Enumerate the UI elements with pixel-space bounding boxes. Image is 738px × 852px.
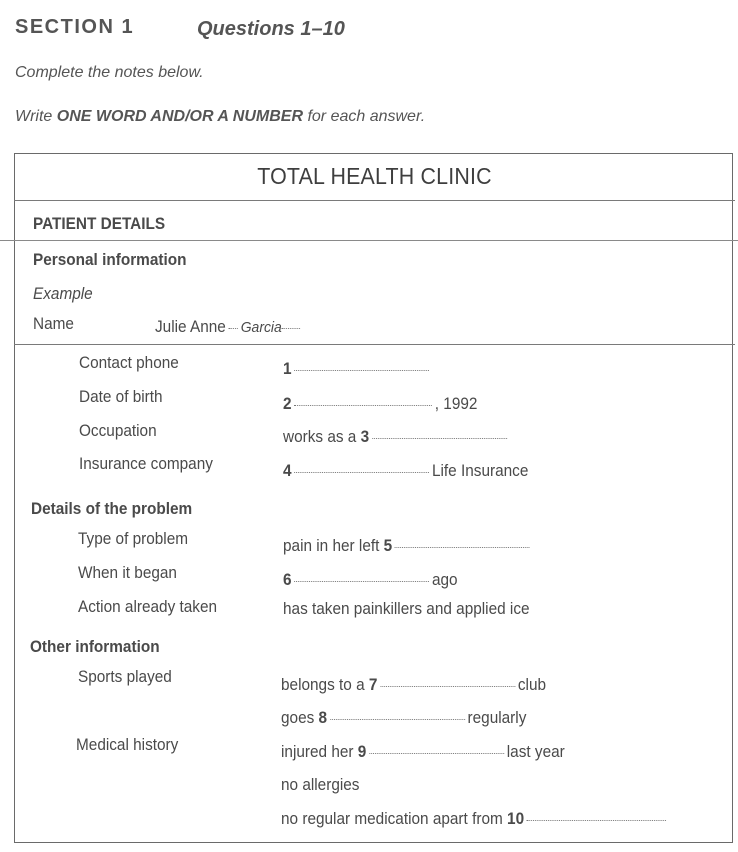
- when-began-label: When it began: [78, 564, 177, 582]
- question-number: 2: [283, 395, 292, 413]
- prefix-text: belongs to a: [281, 676, 365, 694]
- question-number: 4: [283, 462, 292, 480]
- instruction-complete: Complete the notes below.: [15, 64, 204, 81]
- patient-details-header: PATIENT DETAILS: [33, 215, 166, 233]
- dotted-line: [527, 820, 667, 821]
- suffix-text: ago: [431, 571, 458, 589]
- question-number: 5: [383, 537, 393, 555]
- insurance-label: Insurance company: [79, 455, 213, 473]
- question-number: 7: [368, 676, 378, 694]
- question-number: 10: [507, 810, 525, 828]
- suffix-text: last year: [506, 743, 565, 761]
- prefix-text: goes: [281, 709, 315, 727]
- dotted-line: [294, 405, 432, 406]
- prefix-text: pain in her left: [283, 537, 380, 555]
- example-answer: Garcia: [240, 319, 282, 336]
- dotted-line: [282, 328, 301, 329]
- dotted-line: [380, 686, 515, 687]
- form-title: TOTAL HEALTH CLINIC: [257, 163, 492, 189]
- section-label: SECTION 1: [15, 16, 135, 38]
- suffix-text: regularly: [467, 709, 527, 727]
- dotted-line: [372, 438, 507, 439]
- header-divider: [0, 240, 738, 241]
- sports-played-label: Sports played: [78, 668, 172, 686]
- dotted-line: [330, 719, 465, 720]
- dotted-line: [294, 581, 429, 582]
- answer-field-4[interactable]: [283, 462, 528, 481]
- instruction-bold: ONE WORD AND/OR A NUMBER: [56, 108, 303, 125]
- answer-field-5[interactable]: [283, 537, 533, 556]
- dotted-line: [229, 328, 238, 329]
- instruction-word-limit: [15, 108, 425, 126]
- instruction-suffix: for each answer.: [303, 108, 426, 125]
- dotted-line: [369, 753, 504, 754]
- answer-field-6[interactable]: [283, 571, 458, 590]
- suffix-text: , 1992: [434, 395, 478, 413]
- example-label: Example: [33, 285, 93, 303]
- name-label: Name: [33, 315, 74, 333]
- occupation-label: Occupation: [79, 422, 157, 440]
- question-number: 1: [283, 360, 292, 378]
- name-value: [155, 318, 303, 337]
- example-divider: [14, 344, 735, 345]
- questions-range: Questions 1–10: [197, 18, 345, 40]
- personal-info-heading: Personal information: [33, 251, 187, 269]
- dotted-line: [294, 370, 429, 371]
- question-number: 6: [283, 571, 292, 589]
- answer-field-9[interactable]: [281, 743, 565, 762]
- no-allergies-text: no allergies: [281, 776, 360, 794]
- question-number: 9: [357, 743, 367, 761]
- suffix-text: Life Insurance: [431, 462, 529, 480]
- prefix-text: works as a: [283, 428, 357, 446]
- dotted-line: [395, 547, 530, 548]
- prefix-text: no regular medication apart from: [281, 810, 503, 828]
- title-divider: [14, 200, 735, 201]
- suffix-text: club: [517, 676, 547, 694]
- question-number: 3: [360, 428, 370, 446]
- action-taken-label: Action already taken: [78, 598, 218, 616]
- answer-field-1[interactable]: [283, 360, 432, 379]
- type-of-problem-label: Type of problem: [78, 530, 189, 548]
- other-info-heading: Other information: [30, 638, 160, 656]
- answer-field-7[interactable]: [281, 676, 546, 695]
- medical-history-label: Medical history: [76, 736, 179, 754]
- dotted-line: [294, 472, 429, 473]
- answer-field-3[interactable]: [283, 428, 510, 447]
- name-prefix: Julie Anne: [155, 318, 226, 336]
- answer-field-10[interactable]: [281, 810, 669, 829]
- question-number: 8: [318, 709, 328, 727]
- contact-phone-label: Contact phone: [79, 354, 179, 372]
- answer-field-2[interactable]: [283, 395, 477, 414]
- problem-heading: Details of the problem: [31, 500, 193, 518]
- dob-label: Date of birth: [79, 388, 163, 406]
- prefix-text: injured her: [281, 743, 354, 761]
- instruction-prefix: Write: [15, 108, 57, 125]
- answer-field-8[interactable]: [281, 709, 526, 728]
- action-taken-value: has taken painkillers and applied ice: [283, 600, 530, 618]
